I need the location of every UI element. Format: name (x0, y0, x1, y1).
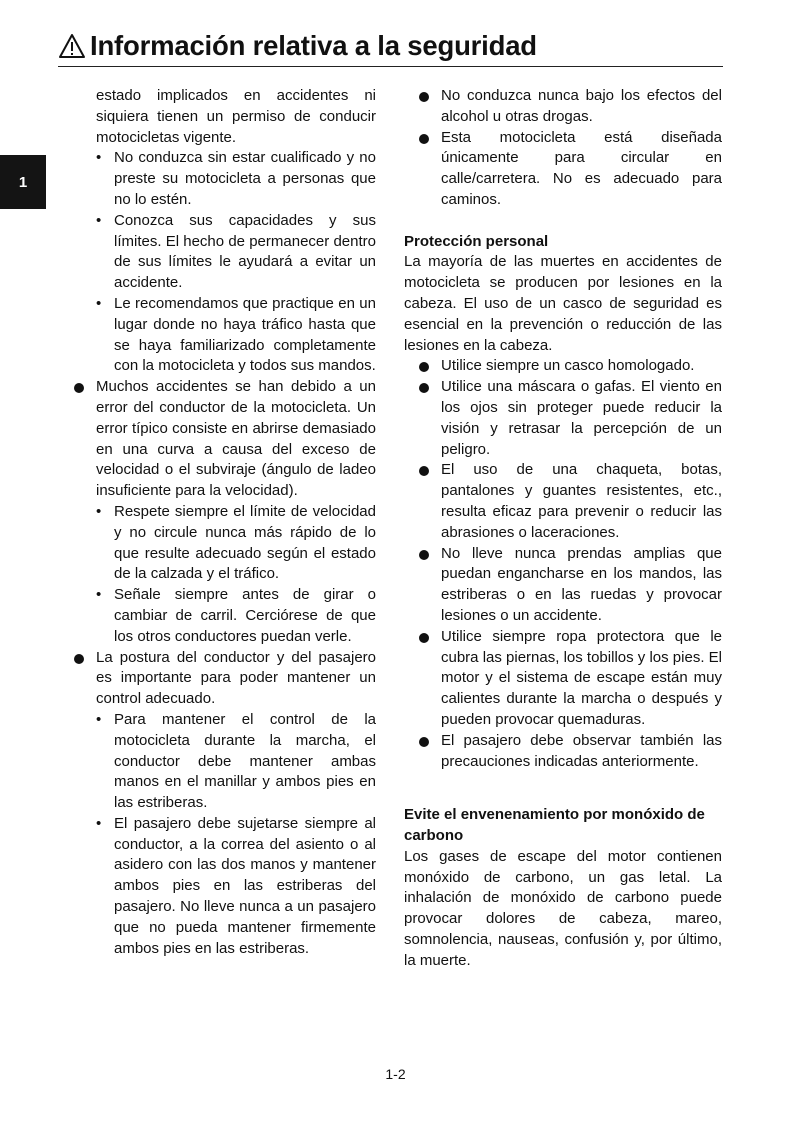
section-heading: Protección personal (404, 232, 549, 250)
page-title (58, 30, 537, 62)
list-item: El pasajero debe observar también las precauciones indicadas anteriormente. (404, 731, 722, 773)
list-item: El uso de una chaqueta, botas, pantalones y guantes resistentes, etc., resulta eficaz para prevenir o reducir las abrasiones o laceraciones. (404, 460, 722, 543)
list-item: • Para mantener el control de la motocicleta durante la marcha, el conductor debe mantener ambas manos en el manillar y ambos pies en las estriberas. (72, 710, 376, 814)
left-column (72, 86, 376, 959)
page-header (58, 26, 723, 67)
list-item: • Le recomendamos que practique en un lugar donde no haya tráfico hasta que se haya familiarizado completamente con la motocicleta y todos sus mandos. (72, 294, 376, 377)
list-item: No lleve nunca prendas amplias que puedan engancharse en los mandos, las estriberas o en las ruedas y provocar lesiones o un accidente. (404, 544, 722, 627)
paragraph: estado implicados en accidentes ni siquiera tienen un permiso de conducir motocicletas vigente. (96, 87, 376, 146)
list-item: • El pasajero debe sujetarse siempre al conductor, a la correa del asiento o al asidero con las dos manos y mantener ambos pies en las estriberas del pasajero. No lleve nunca a un pasajero que no pueda mantener firmemente ambos pies en las estriberas. (72, 814, 376, 960)
list-item: Utilice una máscara o gafas. El viento en los ojos sin proteger puede reducir la visión y retrasar la percepción de un peligro. (404, 377, 722, 460)
list-item: • Señale siempre antes de girar o cambiar de carril. Cerciórese de que los otros conductores puedan verle. (72, 585, 376, 647)
section-heading: Evite el envenenamiento por monóxido de carbono (404, 806, 705, 845)
warning-triangle-icon (58, 33, 86, 59)
page-title-text: Información relativa a la seguridad (90, 30, 537, 61)
list-item: La postura del conductor y del pasajero es importante para poder mantener un control adecuado. (72, 648, 376, 710)
right-column (404, 86, 722, 972)
page-number: 1-2 (385, 1066, 406, 1082)
chapter-tab: 1 (0, 155, 46, 209)
list-item: Muchos accidentes se han debido a un error del conductor de la motocicleta. Un error típico consiste en abrirse demasiado en una curva a causa del exceso de velocidad o el subviraje (ángulo de ladeo insuficiente para la velocidad). (72, 377, 376, 502)
list-item: Esta motocicleta está diseñada únicamente para circular en calle/carretera. No es adecuado para caminos. (404, 128, 722, 211)
list-item: • Respete siempre el límite de velocidad y no circule nunca más rápido de lo que resulte adecuado según el estado de la calzada y el tráfico. (72, 502, 376, 585)
list-item: • No conduzca sin estar cualificado y no preste su motocicleta a personas que no lo estén. (72, 148, 376, 210)
list-item: • Conozca sus capacidades y sus límites. El hecho de permanecer dentro de sus límites le ayudará a evitar un accidente. (72, 211, 376, 294)
list-item: Utilice siempre ropa protectora que le cubra las piernas, los tobillos y los pies. El motor y el sistema de escape están muy calientes durante la marcha o después y pueden provocar quemaduras. (404, 627, 722, 731)
list-item: No conduzca nunca bajo los efectos del alcohol u otras drogas. (404, 86, 722, 128)
paragraph: La mayoría de las muertes en accidentes de motocicleta se producen por lesiones en la cabeza. El uso de un casco de seguridad es esencial en la prevención o reducción de las lesiones en la cabeza. (404, 253, 722, 354)
paragraph: Los gases de escape del motor contienen monóxido de carbono, un gas letal. La inhalación de monóxido de carbono puede provocar dolores de cabeza, mareo, somnolencia, nauseas, confusión y, por último, la muerte. (404, 847, 722, 969)
list-item: Utilice siempre un casco homologado. (404, 356, 722, 377)
